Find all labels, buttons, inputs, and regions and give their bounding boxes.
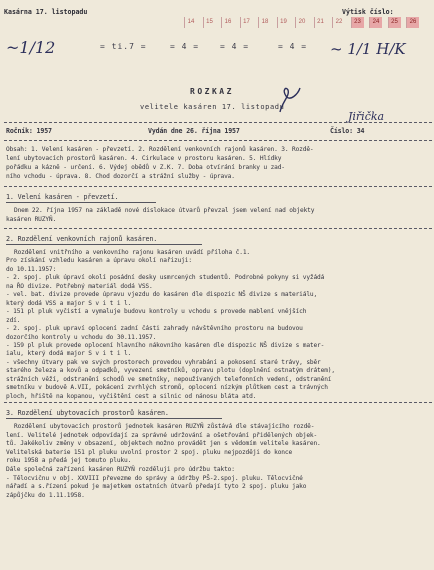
section3-line: nářadí a s.řízení pokud je majetkem ostatních útvarů předají tyto 2 spoj. pluku jako (6, 483, 307, 491)
header-left-label: Kasárna 17. listopadu (4, 8, 88, 16)
section2-line: - vel. bat. divize provede úpravu vjezdu do kasáren dle dispozic NŠ divize s materiálu, (6, 291, 318, 299)
rule-section-1 (4, 228, 432, 229)
header-number-cell: 15 (203, 17, 216, 28)
section2-line: strážních věží, odstranění schodů ve smetníky, nepoužívaných telefonních vedení, odstranění (6, 375, 332, 383)
section3-line: lení. Velitelé jednotek odpovídají za správné udržování a ošetřování přidělených objek- (6, 431, 318, 439)
rule-top (4, 122, 432, 123)
section3-line: Rozdělení ubytovacích prostorů jednotek kasáren RUZYŇ zůstává dle stávajícího rozdě- (14, 423, 315, 430)
section2-line: - 2. spoj. pluk úpraví okolí posádní desky usmrcených studentů. Podrobné pokyny si vyžádá (6, 274, 325, 282)
document-subtitle: velitele kasáren 17. listopadu (140, 103, 285, 111)
section-3-heading: 3. Rozdělení ubytovacích prostorů kasáren. (6, 409, 169, 417)
section3-line: Dále společná zařízení kasáren RUZYŇ rozděluji pro údržbu takto: (6, 466, 235, 473)
rule-contents (4, 186, 432, 187)
section-1-line: kasáren RUZYŇ. (6, 216, 57, 223)
signature: Jiřička (348, 110, 385, 123)
section3-line: tů. Jakékoliv změny v obsazení, objektech možno provádět jen s vědomím velitele kasáren. (6, 440, 321, 448)
section2-line: starého železa a kovů a odpadků, vyvezení smetníků, opravu plotu (doplnění ostnatým drátem), (6, 367, 335, 375)
section2-line: Pro získání vzhledu kasáren a úpravu okolí nařizuji: (6, 257, 192, 265)
header-number-cell: 14 (184, 17, 197, 28)
section2-line: - 2. spoj. pluk upraví oplocení zadní části zahrady návštěvního prostoru na budovou (6, 325, 303, 333)
header-number-cell: 20 (295, 17, 308, 28)
section-1-line: Dnem 22. října 1957 na základě nové dislokace útvarů převzal jsem velení nad objekty (14, 207, 315, 214)
header-number-cell: 26 (406, 17, 419, 28)
section-1-underline (6, 202, 156, 203)
section3-line: - Tělocvičnu v obj. XXVIII převezme do správy a údržby PŠ-2.spoj. pluku. Tělocvičné (6, 474, 303, 482)
section2-line: ploch, hřiště na kopanou, vyčištění cest a silnic od nánosu bláta atd. (6, 392, 257, 400)
section2-line: smetníku v budově A.VII, pokácení zvrhlých stromů, oplocení nízkým plůtkem cest a trávných (6, 384, 328, 392)
header-number-cell: 21 (314, 17, 327, 28)
header-number-cell: 19 (277, 17, 290, 28)
rule-section-2 (4, 402, 432, 403)
section2-line: který dodá VSS a major S v i t i l. (6, 299, 132, 307)
section2-line: - všechny útvary pak ve svých prostorech provedou vyhrabání a pokosení staré trávy, sběr (6, 358, 321, 366)
stamp-mark-2: = 4 = (170, 42, 200, 51)
section2-line: zdí. (6, 316, 21, 324)
contents-line: pořádku a kázně - určení. 6. Výdej obědů v Z.K. 7. Doba otvírání branky u zad- (6, 164, 285, 171)
stamp-mark-4: = 4 = (278, 42, 308, 51)
section3-line: Velitelská baterie 151 pl pluku uvolní prostor 2 spoj. pluku nejpozději do konce (6, 448, 293, 456)
section3-line: zápůjčku do 1.11.1958. (6, 491, 85, 499)
section-1-heading: 1. Velení kasáren - převzetí. (6, 193, 119, 201)
meta-rocnik: Ročník: 1957 (6, 127, 52, 135)
header-strip (0, 8, 434, 28)
document-title: ROZKAZ (190, 87, 234, 96)
section3-line: roku 1958 a předá jej tomuto pluku. (6, 457, 132, 465)
section2-line: dozorčího kontroly u vchodu do 30.11.1957. (6, 333, 157, 341)
contents-line: lení ubytovacích prostorů kasáren. 4. Cirkulace v prostoru kasáren. 5. Hlídky (6, 155, 282, 162)
section-2-underline (6, 244, 202, 245)
section2-line: - 151 pl pluk vyčistí a vymaluje budovu kontroly u vchodu s provede mablení vnějších (6, 308, 307, 316)
handwriting-left: ~1/12 (6, 38, 56, 57)
header-number-cell: 17 (240, 17, 253, 28)
rule-meta (4, 140, 432, 141)
section2-line: ialu, který dodá major S v i t i l. (6, 350, 132, 358)
section-3-underline (6, 418, 222, 419)
stamp-mark-3: = 4 = (220, 42, 250, 51)
contents-line: Obsah: 1. Velení kasáren - převzetí. 2. Rozdělení venkovních rajonů kasáren. 3. Rozdě- (6, 146, 314, 153)
contents-line: ního vchodu - úprava. 8. Chod dozorčí a strážní služby - úprava. (6, 173, 235, 180)
section-2-heading: 2. Rozdělení venkovních rajonů kasáren. (6, 235, 158, 243)
header-number-cell: 18 (258, 17, 271, 28)
handwriting-right: ~ 1/1 H/K (330, 40, 406, 58)
header-number-cell: 25 (388, 17, 401, 28)
header-right-label: Výtisk číslo: (342, 8, 394, 16)
stamp-mark-1: = ti.7 = (100, 42, 147, 51)
section2-line: do 10.11.1957: (6, 265, 57, 273)
header-number-cell: 16 (221, 17, 234, 28)
section2-line: Rozdělení vnitřního a venkovního rajonu kasáren uvádí příloha č.1. (14, 249, 250, 256)
header-number-cell: 23 (351, 17, 364, 28)
header-number-cell: 22 (332, 17, 345, 28)
header-number-cell: 24 (369, 17, 382, 28)
section2-line: - 159 pl pluk provede oplocení hlavního nákovního kasáren dle dispozic NŠ divize s mater- (6, 341, 325, 349)
section2-line: na ŘO divize. Potřebný materiál dodá VSS. (6, 282, 153, 290)
pen-squiggle-icon (276, 84, 304, 116)
meta-vydan: Vydán dne 26. října 1957 (148, 127, 240, 135)
meta-cislo: Číslo: 34 (330, 127, 365, 135)
